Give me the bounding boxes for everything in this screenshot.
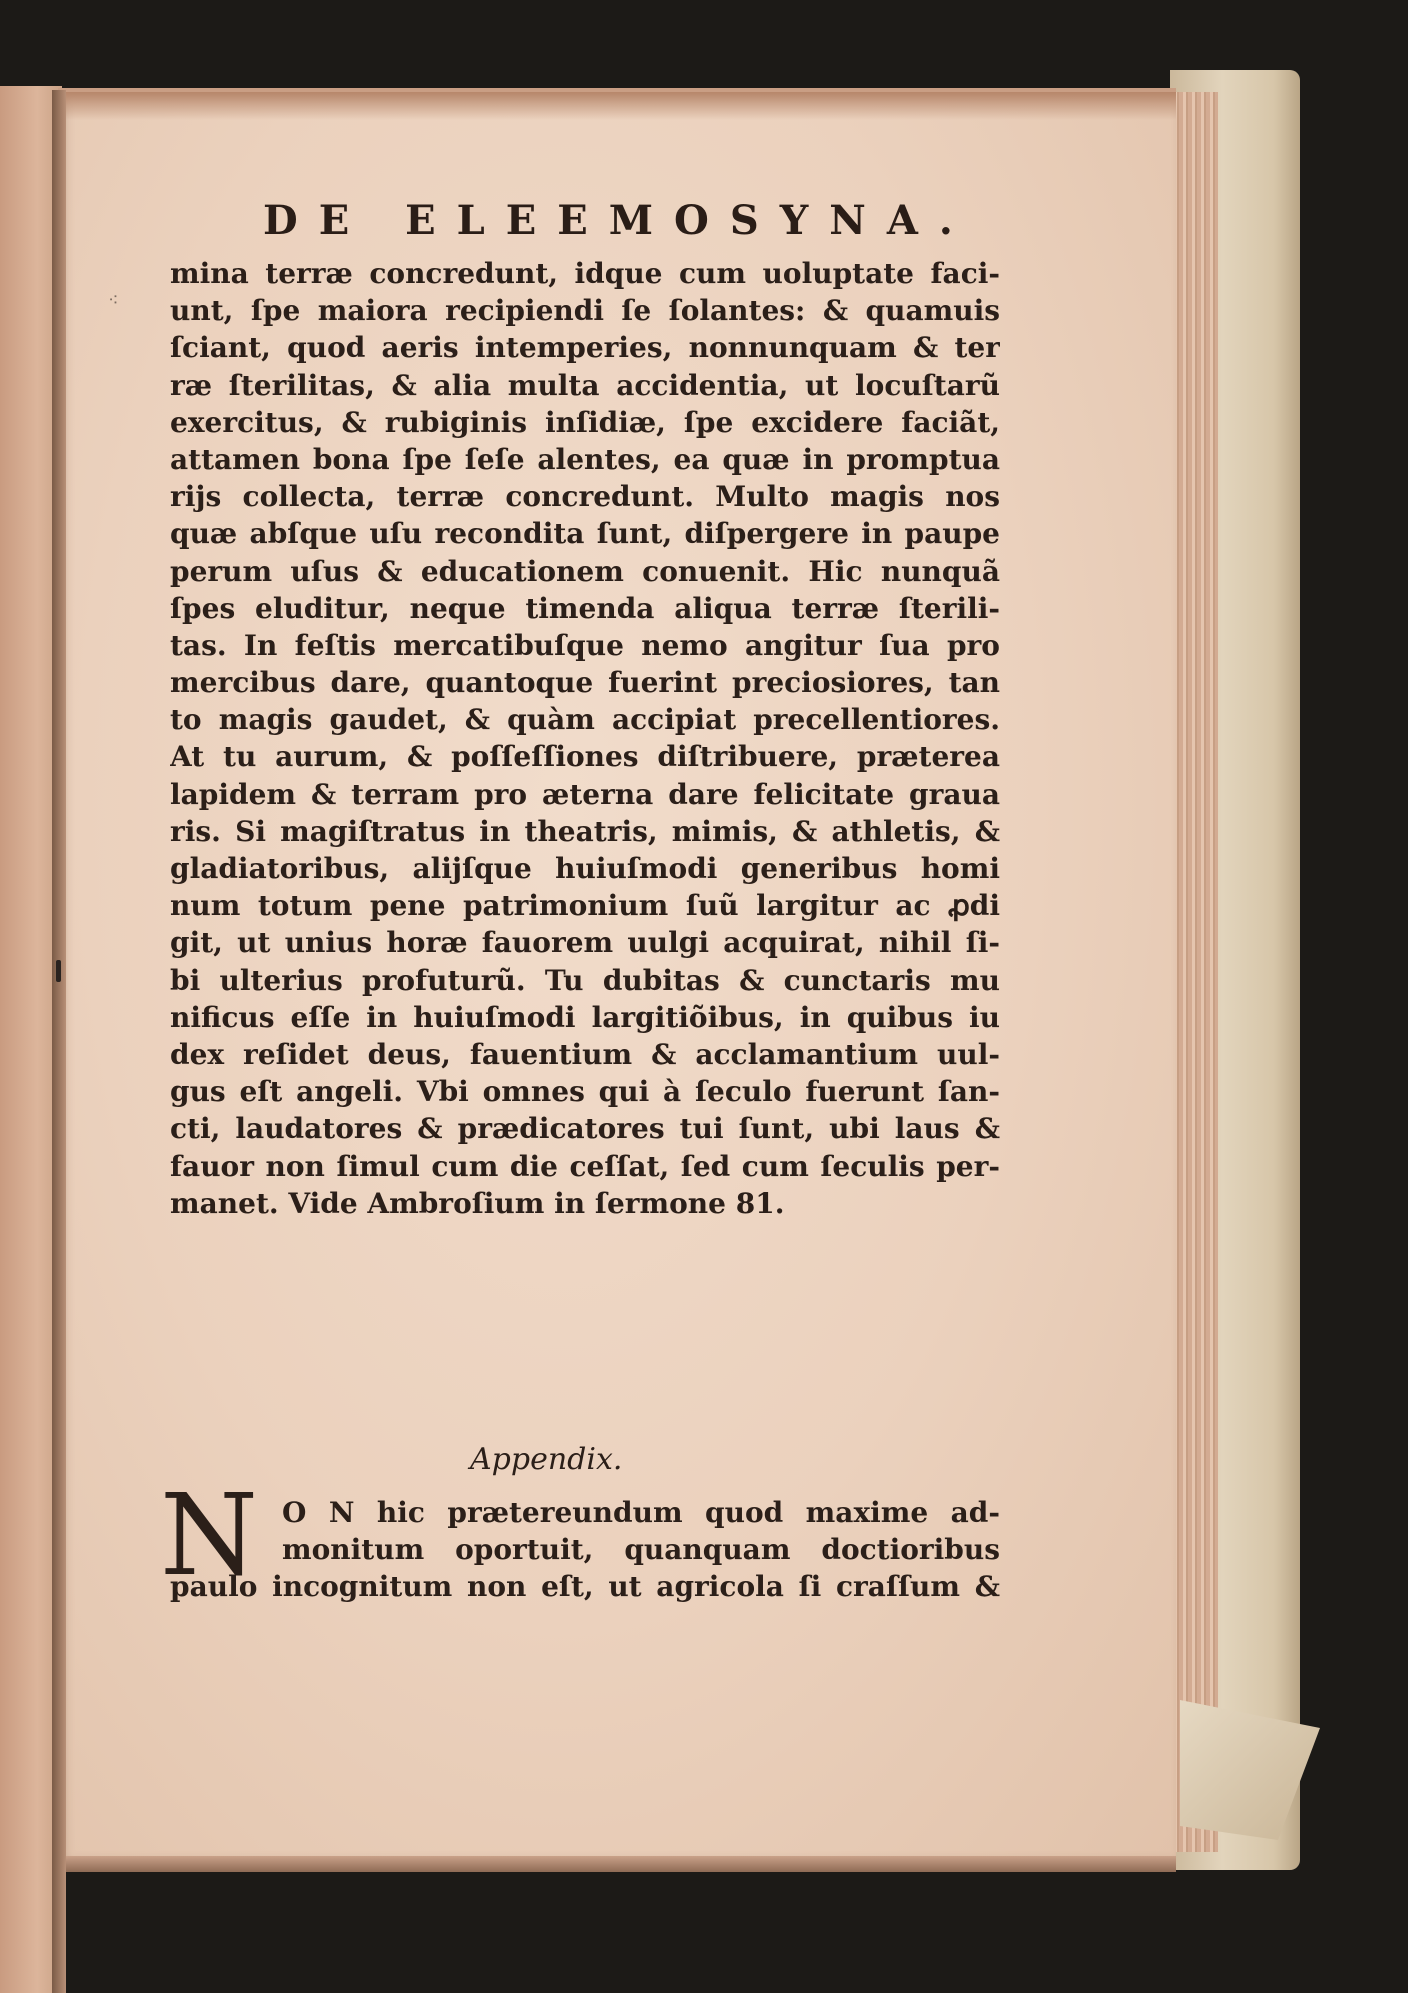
drop-capital: N bbox=[160, 1471, 258, 1601]
text-line: dex reſidet deus, fauentium & acclamantium uul- bbox=[170, 1037, 1000, 1071]
text-line: mercibus dare, quantoque fuerint preciosiores, tan bbox=[170, 666, 1000, 700]
top-edge-stain bbox=[58, 92, 1176, 120]
page-bottom-edge bbox=[58, 1856, 1176, 1872]
text-line: ſpes eluditur, neque timenda aliqua terræ ſterili- bbox=[170, 591, 1000, 625]
text-line: rijs collecta, terræ concredunt. Multo magis nos bbox=[170, 480, 1000, 514]
text-line: lapidem & terram pro æterna dare felicitate graua bbox=[170, 777, 1000, 811]
text-line: fauor non ſimul cum die ceſſat, ſed cum ſeculis per- bbox=[170, 1149, 1000, 1183]
text-line: gladiatoribus, alijſque huiuſmodi generibus homi bbox=[170, 852, 1000, 885]
text-line: num totum pene patrimonium ſuũ largitur ac ꝓdi bbox=[170, 889, 1000, 923]
text-line: cti, laudatores & prædicatores tui ſunt, ubi laus & bbox=[170, 1112, 1000, 1146]
margin-mark bbox=[56, 960, 61, 982]
page-stack-edges bbox=[1170, 92, 1218, 1852]
margin-specks: ⁖ bbox=[108, 290, 119, 311]
text-line: ſciant, quod aeris intemperies, nonnunquam & ter bbox=[170, 331, 1000, 365]
text-line: mina terræ concredunt, idque cum uoluptate faci- bbox=[170, 257, 1000, 290]
text-line: ræ ſterilitas, & alia multa accidentia, ut locuſtarũ bbox=[170, 368, 1000, 402]
running-head: DE ELEEMOSYNA. bbox=[263, 197, 974, 244]
body-text bbox=[170, 255, 1000, 1222]
text-line: bi ulterius profuturũ. Tu dubitas & cunctaris mu bbox=[170, 963, 1000, 997]
text-line: gus eſt angeli. Vbi omnes qui à ſeculo fuerunt ſan- bbox=[170, 1075, 1000, 1109]
text-line: quæ abſque uſu recondita ſunt, diſpergere in paupe bbox=[170, 517, 1000, 551]
text-line: attamen bona ſpe ſeſe alentes, ea quæ in promptua bbox=[170, 442, 1000, 476]
appendix-line: O N hic prætereundum quod maxime ad- bbox=[282, 1496, 1000, 1529]
text-line: git, ut unius horæ fauorem uulgi acquirat, nihil ſi- bbox=[170, 926, 1000, 960]
text-line: nificus eſſe in huiuſmodi largitiõibus, in quibus iu bbox=[170, 1000, 1000, 1034]
text-line: exercitus, & rubiginis inſidiæ, ſpe excidere faciãt, bbox=[170, 405, 1000, 439]
text-line: At tu aurum, & poſſeſſiones diſtribuere, præterea bbox=[170, 740, 1000, 774]
text-line: ris. Si magiſtratus in theatris, mimis, & athletis, & bbox=[170, 814, 1000, 848]
text-line: unt, ſpe maiora recipiendi ſe ſolantes: & quamuis bbox=[170, 294, 1000, 328]
text-line: to magis gaudet, & quàm accipiat precellentiores. bbox=[170, 703, 1000, 737]
appendix-line: paulo incognitum non eſt, ut agricola ſi craſſum & bbox=[170, 1570, 1000, 1604]
appendix-heading: Appendix. bbox=[470, 1442, 623, 1477]
text-line: perum uſus & educationem conuenit. Hic nunquã bbox=[170, 554, 1000, 588]
text-line: tas. In feſtis mercatibuſque nemo angitur ſua pro bbox=[170, 628, 1000, 662]
gutter-shadow bbox=[52, 90, 66, 1993]
appendix-line: monitum oportuit, quanquam doctioribus bbox=[282, 1533, 1000, 1567]
text-line: manet. Vide Ambroſium in ſermone 81. bbox=[170, 1186, 785, 1220]
appendix-text bbox=[170, 1494, 1000, 1606]
